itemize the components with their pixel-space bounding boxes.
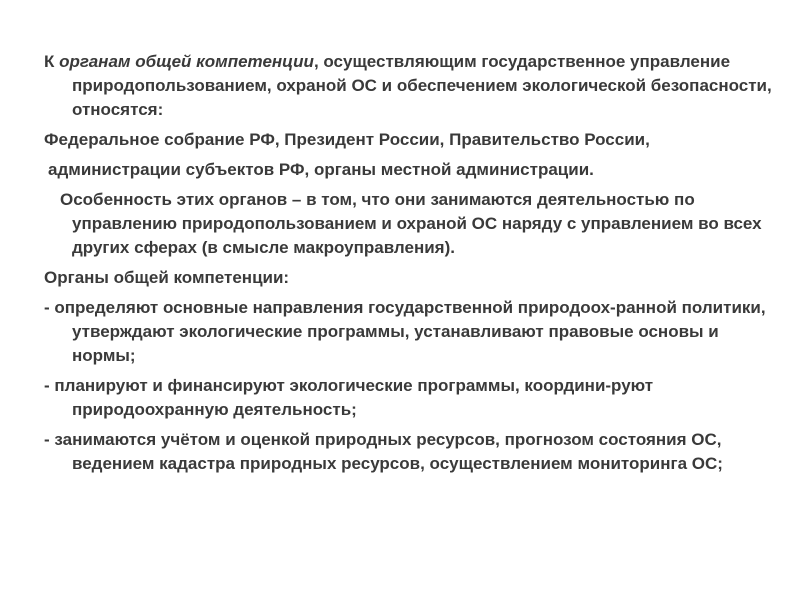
slide-text-body — [44, 50, 772, 482]
paragraph-intro — [44, 50, 772, 122]
paragraph-feature: Особенность этих органов – в том, что они занимаются деятельностью по управлению природопользованием и охраной ОС наряду с управлением во всех других сферах (в смысле макроуправления). — [60, 190, 762, 257]
paragraph-federal-bodies: Федеральное собрание РФ, Президент России, Правительство России, — [44, 130, 650, 149]
list-item-policy: - определяют основные направления государственной природоох-ранной политики, утверждают экологические программы, устанавливают правовые основы и нормы; — [44, 298, 766, 365]
intro-italic-term: органам общей компетенции — [59, 52, 314, 71]
paragraph-list-heading: Органы общей компетенции: — [44, 268, 290, 287]
list-item-planning: - планируют и финансируют экологические программы, координи-руют природоохранную деятельность; — [44, 376, 654, 419]
list-item-accounting: - занимаются учётом и оценкой природных ресурсов, прогнозом состояния ОС, ведением кадастра природных ресурсов, осуществлением мониторинга ОС; — [44, 430, 723, 473]
paragraph-administrations: администрации субъектов РФ, органы местной администрации. — [48, 160, 594, 179]
intro-prefix: К — [44, 52, 60, 71]
intro-suffix: , осуществляющим государственное управление природопользованием, охраной ОС и обеспечением экологической безопасности, относятся: — [72, 52, 772, 119]
